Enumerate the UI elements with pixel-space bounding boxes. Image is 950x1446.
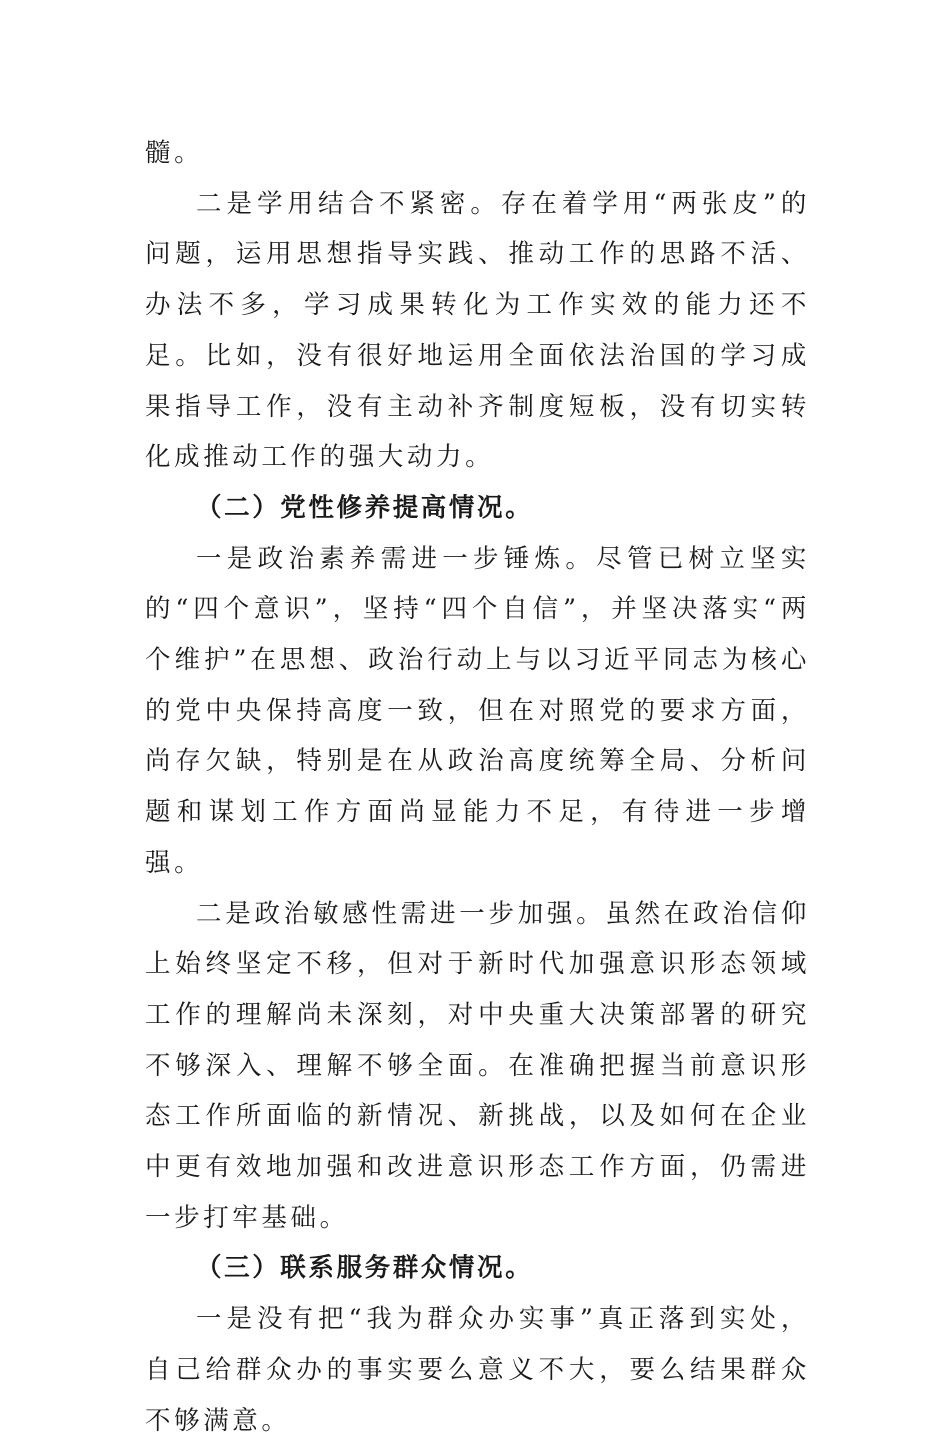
paragraph-continuation: 髓。 <box>145 138 204 168</box>
paragraph-serving-masses: 一是没有把“我为群众办实事”真正落到实处，自己给群众办的事实要么意义不大，要么结果群众不够满意。 <box>145 1304 810 1436</box>
section-heading-serving-masses: （三）联系服务群众情况。 <box>196 1253 534 1284</box>
paragraph-political-literacy: 一是政治素养需进一步锤炼。尽管已树立坚实的“四个意识”，坚持“四个自信”，并坚决落实“两个维护”在思想、政治行动上与以习近平同志为核心的党中央保持高度一致，但在对照党的要求方面，尚存欠缺，特别是在从政治高度统筹全局、分析问题和谋划工作方面尚显能力不足，有待进一步增强。 <box>145 543 810 878</box>
paragraph-study-application: 二是学用结合不紧密。存在着学用“两张皮”的问题，运用思想指导实践、推动工作的思路不活、办法不多，学习成果转化为工作实效的能力还不足。比如，没有很好地运用全面依法治国的学习成果指导工作，没有主动补齐制度短板，没有切实转化成推动工作的强大动力。 <box>145 188 810 473</box>
section-heading-party-spirit: （二）党性修养提高情况。 <box>196 492 534 523</box>
document-body <box>145 128 810 1446</box>
paragraph-political-sensitivity: 二是政治敏感性需进一步加强。虽然在政治信仰上始终坚定不移，但对于新时代加强意识形态领域工作的理解尚未深刻，对中央重大决策部署的研究不够深入、理解不够全面。在准确把握当前意识形态工作所面临的新情况、新挑战，以及如何在企业中更有效地加强和改进意识形态工作方面，仍需进一步打牢基础。 <box>145 898 810 1233</box>
